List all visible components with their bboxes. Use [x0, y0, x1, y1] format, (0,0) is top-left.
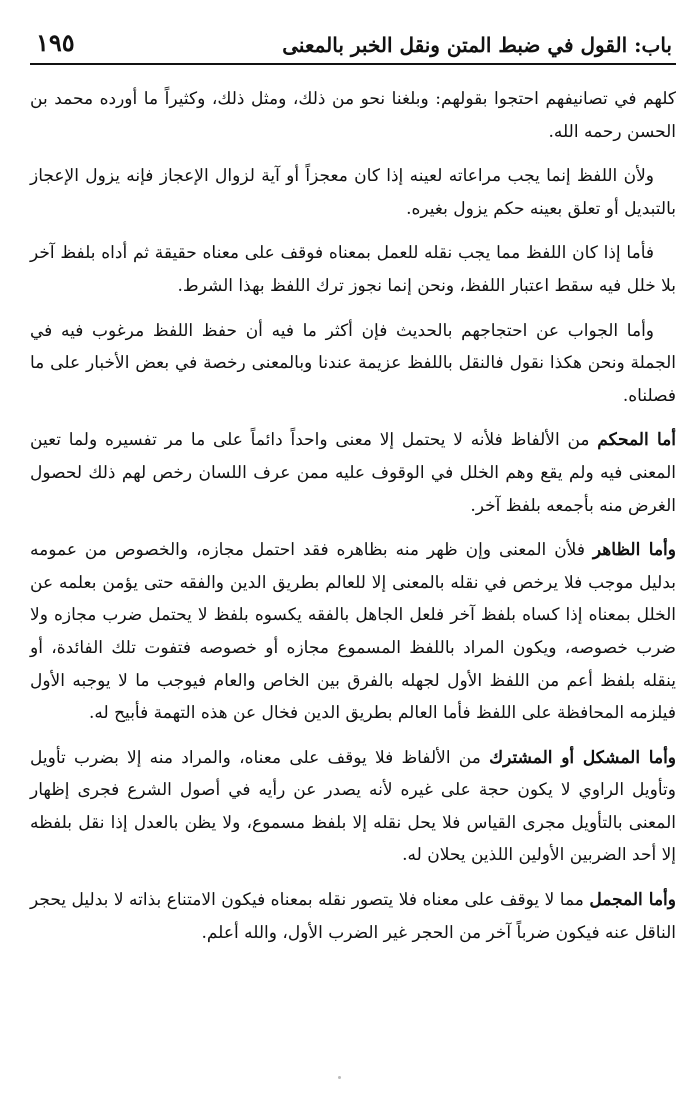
paragraph: [30, 160, 676, 225]
paragraph: [30, 742, 676, 872]
paragraph-lead: وأما المجمل: [589, 890, 676, 911]
scan-speck: [338, 1076, 341, 1079]
paragraph: [30, 534, 676, 730]
running-header: [30, 28, 676, 65]
page-body: [30, 83, 676, 949]
paragraph: [30, 315, 676, 413]
paragraph-text: من الألفاظ فلأنه لا يحتمل إلا معنى واحداً دائماً على ما مر تفسيره ولما تعين المعنى فيه ولم يقع وهم الخلل في الوقوف عليه ممن عرف اللسان رخص لهم ذلك لحصول الغرض منه بأجمعه بلفظ آخر.: [30, 430, 676, 516]
paragraph-text: كلهم في تصانيفهم احتجوا بقولهم: وبلغنا نحو من ذلك، ومثل ذلك، وكثيراً ما أورده محمد بن الحسن رحمه الله.: [30, 89, 676, 142]
paragraph-lead: وأما المشكل أو المشترك: [489, 747, 677, 768]
paragraph: [30, 884, 676, 949]
paragraph: [30, 83, 676, 148]
paragraph-lead: أما المحكم: [597, 430, 676, 451]
paragraph-lead: وأما الظاهر: [592, 540, 676, 561]
paragraph-text: فأما إذا كان اللفظ مما يجب نقله للعمل بمعناه فوقف على معناه حقيقة ثم أداه بلفظ آخر بلا خلل فيه سقط اعتبار اللفظ، ونحن إنما نجوز ترك اللفظ بهذا الشرط.: [30, 243, 676, 296]
paragraph: [30, 424, 676, 522]
paragraph: [30, 237, 676, 302]
paragraph-text: ولأن اللفظ إنما يجب مراعاته لعينه إذا كان معجزاً أو آية لزوال الإعجاز فإنه يزول الإعجاز بالتبديل أو تعلق بعينه حكم يزول بغيره.: [30, 166, 676, 219]
chapter-title: باب: القول في ضبط المتن ونقل الخبر بالمعنى: [282, 33, 672, 57]
page-number: ١٩٥: [36, 28, 75, 57]
paragraph-text: وأما الجواب عن احتجاجهم بالحديث فإن أكثر ما فيه أن حفظ اللفظ مرغوب فيه في الجملة ونحن هكذا نقول فالنقل باللفظ عزيمة عندنا وبالمعنى رخصة في بعض الأخبار على ما فصلناه.: [30, 320, 676, 406]
document-page: [30, 28, 676, 961]
paragraph-text: من الألفاظ فلا يوقف على معناه، والمراد منه إلا بضرب تأويل وتأويل الراوي لا يكون حجة على غيره لأنه يصدر عن رأيه في أصول الشرع فجرى إظهار المعنى بالتأويل مجرى القياس فلا يحل نقله إلا بلفظ مسموع، ولا يظن بالعدل إذا نقل بلفظه إلا أحد الضربين الأولين اللذين يحلان له.: [30, 747, 676, 866]
paragraph-text: فلأن المعنى وإن ظهر منه بظاهره فقد احتمل مجازه، والخصوص من عمومه بدليل موجب فلا يرخص في نقله بالمعنى إلا للعالم بطريق الدين والفقه حتى يؤمن بعلمه عن الخلل بمعناه إذا كساه بلفظ آخر فلعل الجاهل بالفقه يكسوه بلفظ لا يحتمل ضرب مجازه ولا ضرب خصوصه، ويكون المراد باللفظ المسموع مجازه أو خصوصه فتفوت تلك الفائدة، أو ينقله بلفظ أعم من اللفظ الأول لجهله بالفرق بين الخاص والعام فيوجب ما لا يوجبه الأول فيلزمه المحافظة على اللفظ فأما العالم بطريق الدين فخال عن هذه التهمة فأبيح له.: [30, 540, 676, 724]
paragraph-text: مما لا يوقف على معناه فلا يتصور نقله بمعناه فيكون الامتناع بذاته لا بدليل يحجر الناقل عنه فيكون ضرباً آخر من الحجر غير الضرب الأول، والله أعلم.: [30, 890, 676, 943]
